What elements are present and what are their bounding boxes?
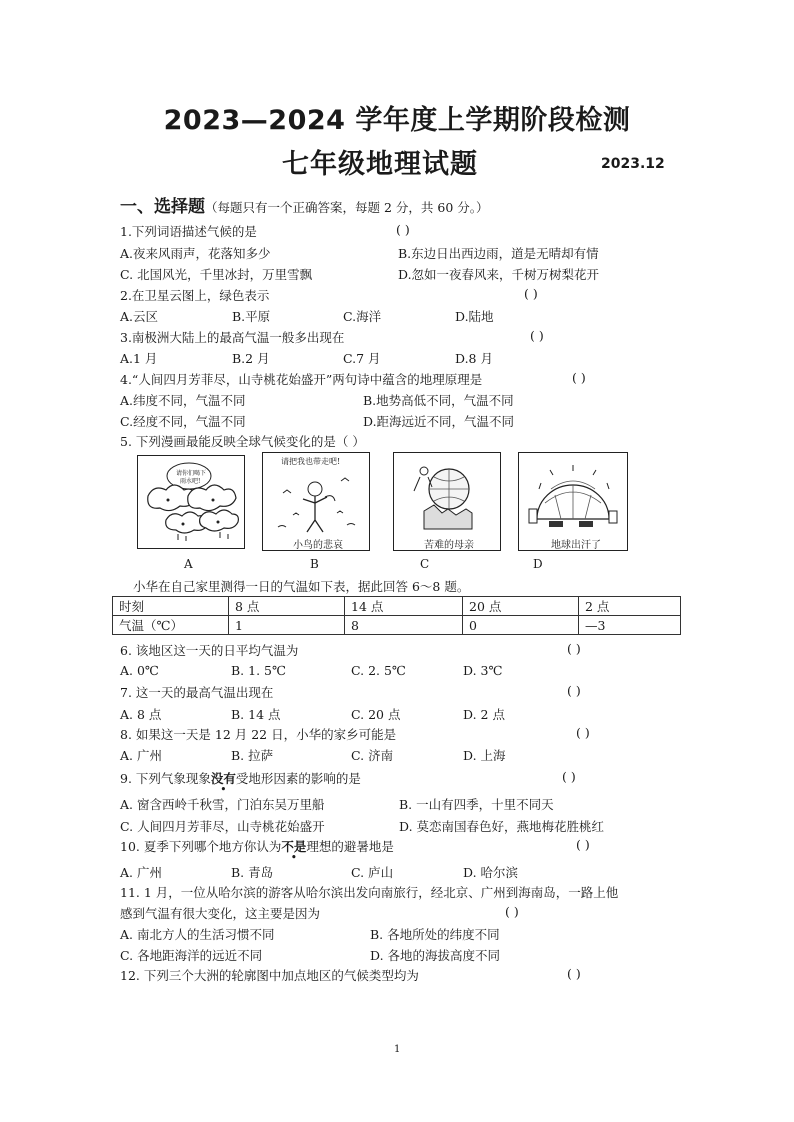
q11-stem-line1: 11. 1 月，一位从哈尔滨的游客从哈尔滨出发向南旅行，经北京、广州到海南岛，一路上他	[120, 885, 619, 900]
cartoon-a-image	[137, 455, 245, 549]
q9-answer-paren: ( )	[562, 769, 576, 784]
q4-option-d: D.距海远近不同，气温不同	[363, 414, 515, 429]
q11-option-d: D. 各地的海拔高度不同	[370, 948, 501, 963]
q1-option-a: A.夜来风雨声，花落知多少	[120, 246, 271, 261]
table-cell: 2 点	[579, 597, 681, 616]
q4-option-c: C.经度不同，气温不同	[120, 414, 246, 429]
q11-option-c: C. 各地距海洋的远近不同	[120, 948, 263, 963]
cartoon-b-top-text: 请把我也带走吧!	[281, 457, 341, 466]
q2-stem: 2.在卫星云图上，绿色表示	[120, 288, 270, 303]
q3-stem: 3.南极洲大陆上的最高气温一般多出现在	[120, 330, 345, 345]
cartoon-b-letter: B	[310, 557, 319, 571]
cartoon-d-letter: D	[533, 557, 543, 571]
table-cell: 气温（℃）	[113, 616, 229, 635]
q12-stem: 12. 下列三个大洲的轮廓图中加点地区的气候类型均为	[120, 968, 419, 983]
table-row	[113, 597, 681, 616]
exam-title: 2023—2024 学年度上学期阶段检测	[163, 105, 631, 136]
q9-stem-pre: 9. 下列气象现象	[120, 771, 211, 786]
q2-option-b: B.平原	[232, 309, 271, 324]
q7-option-a: A. 8 点	[120, 707, 162, 722]
q9-stem-post: 受地形因素的影响的是	[235, 771, 361, 786]
q1-option-c: C. 北国风光，千里冰封，万里雪飘	[120, 267, 313, 282]
q9-option-d: D. 莫恋南国春色好，燕地梅花胜桃红	[399, 819, 605, 834]
q6-option-b: B. 1. 5℃	[231, 663, 286, 678]
q8-stem: 8. 如果这一天是 12 月 22 日，小华的家乡可能是	[120, 727, 397, 742]
q7-option-c: C. 20 点	[351, 707, 401, 722]
q3-option-c: C.7 月	[343, 351, 381, 366]
table-cell: 0	[463, 616, 579, 635]
table-cell: 14 点	[345, 597, 463, 616]
temperature-table	[112, 596, 681, 635]
q6-option-d: D. 3℃	[463, 663, 503, 678]
table-cell: 8 点	[229, 597, 345, 616]
q9-option-b: B. 一山有四季，十里不同天	[399, 797, 554, 812]
q7-answer-paren: ( )	[567, 683, 581, 698]
q1-option-d: D.忽如一夜春风来，千树万树梨花开	[398, 267, 600, 282]
q8-answer-paren: ( )	[576, 725, 590, 740]
q10-answer-paren: ( )	[576, 837, 590, 852]
q10-stem	[120, 837, 394, 855]
q10-emphasis: 不是	[281, 839, 307, 854]
q8-option-d: D. 上海	[463, 748, 506, 763]
q8-option-b: B. 拉萨	[231, 748, 274, 763]
q6-option-c: C. 2. 5℃	[351, 663, 406, 678]
cartoon-a-letter: A	[184, 557, 193, 571]
q11-answer-paren: ( )	[505, 904, 519, 919]
q10-option-d: D. 哈尔滨	[463, 865, 519, 880]
q1-stem: 1.下列词语描述气候的是	[120, 224, 257, 239]
cartoon-d-image	[518, 452, 628, 551]
q2-option-d: D.陆地	[455, 309, 494, 324]
exam-date: 2023.12	[601, 156, 665, 172]
q10-option-c: C. 庐山	[351, 865, 394, 880]
section-title: 一、选择题	[120, 197, 205, 217]
table-cell: 1	[229, 616, 345, 635]
cartoon-c-letter: C	[420, 557, 430, 571]
q4-option-a: A.纬度不同，气温不同	[120, 393, 246, 408]
q10-option-a: A. 广州	[120, 865, 162, 880]
q6-option-a: A. 0℃	[120, 663, 159, 678]
q7-option-b: B. 14 点	[231, 707, 281, 722]
table-cell: 20 点	[463, 597, 579, 616]
q9-stem	[120, 769, 361, 787]
q1-option-b: B.东边日出西边雨，道是无晴却有情	[398, 246, 599, 261]
q10-stem-pre: 10. 夏季下列哪个地方你认为	[120, 839, 282, 854]
table-cell: 8	[345, 616, 463, 635]
q4-stem: 4.“人间四月芳菲尽，山寺桃花始盛开”两句诗中蕴含的地理原理是	[120, 372, 483, 387]
q7-option-d: D. 2 点	[463, 707, 505, 722]
table-cell: 时刻	[113, 597, 229, 616]
cartoon-b-caption: 小鸟的悲哀	[293, 540, 343, 551]
section-note: （每题只有一个正确答案，每题 2 分，共 60 分。）	[205, 200, 489, 215]
cartoon-a-bubble-line2: 雨水吧!	[180, 478, 201, 485]
q12-answer-paren: ( )	[567, 966, 581, 981]
q3-option-d: D.8 月	[455, 351, 493, 366]
cartoon-c-caption: 苦难的母亲	[424, 540, 474, 551]
cartoon-b-image	[262, 452, 370, 551]
q2-option-c: C.海洋	[343, 309, 382, 324]
q8-option-a: A. 广州	[120, 748, 162, 763]
q7-stem: 7. 这一天的最高气温出现在	[120, 685, 274, 700]
q4-option-b: B.地势高低不同，气温不同	[363, 393, 514, 408]
q10-option-b: B. 青岛	[231, 865, 274, 880]
q11-option-b: B. 各地所处的纬度不同	[370, 927, 500, 942]
cartoon-c-image	[393, 452, 501, 551]
q9-option-c: C. 人间四月芳菲尽，山寺桃花始盛开	[120, 819, 325, 834]
cartoon-a-bubble-line1: 请你们喝下	[176, 470, 207, 477]
page-number: 1	[394, 1044, 401, 1055]
q9-option-a: A. 窗含西岭千秋雪，门泊东吴万里船	[120, 797, 325, 812]
q11-stem-line2: 感到气温有很大变化，这主要是因为	[120, 906, 321, 921]
q5-stem: 5. 下列漫画最能反映全球气候变化的是（ ）	[120, 434, 365, 449]
q9-emphasis: 没有	[210, 771, 236, 786]
q11-option-a: A. 南北方人的生活习惯不同	[120, 927, 275, 942]
q6-8-intro: 小华在自己家里测得一日的气温如下表，据此回答 6～8 题。	[133, 579, 470, 594]
q3-option-b: B.2 月	[232, 351, 270, 366]
q4-answer-paren: ( )	[572, 370, 586, 385]
table-row	[113, 616, 681, 635]
q3-answer-paren: ( )	[530, 328, 544, 343]
q1-answer-paren: ( )	[396, 222, 410, 237]
q10-stem-post: 理想的避暑地是	[306, 839, 394, 854]
q2-option-a: A.云区	[120, 309, 159, 324]
q8-option-c: C. 济南	[351, 748, 394, 763]
q6-answer-paren: ( )	[567, 641, 581, 656]
table-cell: —3	[579, 616, 681, 635]
exam-subtitle: 七年级地理试题	[282, 149, 478, 180]
q3-option-a: A.1 月	[120, 351, 158, 366]
cartoon-d-caption: 地球出汗了	[551, 540, 601, 551]
section-heading	[120, 192, 489, 217]
q6-stem: 6. 该地区这一天的日平均气温为	[120, 643, 299, 658]
q2-answer-paren: ( )	[524, 286, 538, 301]
